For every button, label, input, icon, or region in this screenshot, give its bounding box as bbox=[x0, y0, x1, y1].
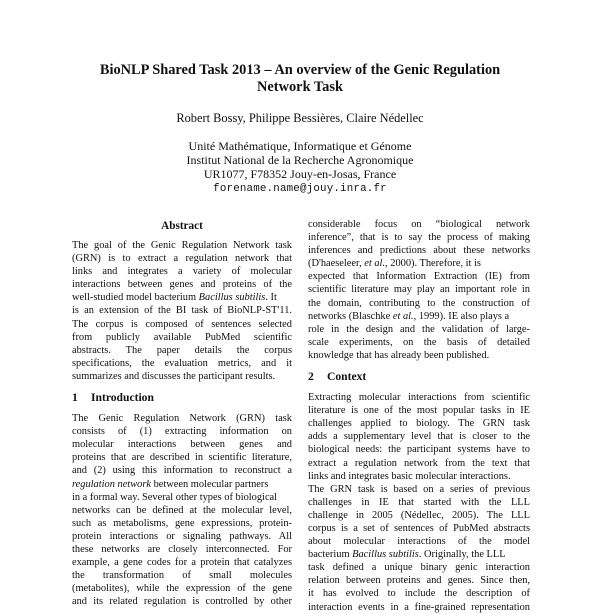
text-line: The Genic Regulation Network (GRN) task bbox=[72, 413, 292, 425]
text-line: challenges in IE that started with the LLL bbox=[308, 496, 530, 508]
text-line: literature is one of the most popular tasks in IE bbox=[308, 405, 530, 417]
text-line: it has evolved to include the description of bbox=[308, 588, 530, 600]
text-line: challenge in 2005 (Nédellec, 2005). The LLL bbox=[308, 509, 530, 521]
section-title: Introduction bbox=[91, 391, 154, 405]
text-line: these networks are closely interconnected. For bbox=[72, 543, 292, 555]
text-line: summarizes and discusses the participant results. bbox=[72, 370, 276, 382]
text-line bbox=[308, 548, 530, 561]
text-line bbox=[308, 310, 530, 323]
text-line: considerable focus on “biological network bbox=[308, 219, 530, 230]
text-line: links and integrates basic molecular interactions. bbox=[308, 470, 511, 482]
title-line: Network Task bbox=[257, 79, 343, 95]
citation-etal: et al. bbox=[364, 258, 386, 270]
text-line: proteins that are described in scientific literature, bbox=[72, 452, 292, 464]
affiliation-line: UR1077, F78352 Jouy-en-Josas, France bbox=[203, 167, 397, 182]
text-line: about molecular interactions of the model bbox=[308, 536, 530, 548]
section-number: 2 bbox=[308, 370, 314, 384]
text-line: The GRN task is based on a series of previous bbox=[308, 483, 530, 495]
citation-etal: et al. bbox=[392, 310, 414, 322]
author-list: Robert Bossy, Philippe Bessières, Claire Nédellec bbox=[176, 111, 424, 125]
paper-title bbox=[60, 62, 540, 96]
text-line: (metabolites), while the expression of the gene bbox=[72, 583, 292, 595]
text-line: interactions between genes and proteins of the bbox=[72, 279, 292, 291]
text-line: role in the design and the validation of large- bbox=[308, 323, 530, 335]
text-span: between molecular partners bbox=[150, 478, 269, 490]
text-line: molecular interactions between genes and bbox=[72, 439, 292, 451]
text-line: The goal of the Genic Regulation Network task bbox=[72, 240, 292, 251]
text-line: links and integrates a variety of molecular bbox=[72, 266, 292, 278]
text-line: consists of (1) extracting information on bbox=[72, 426, 292, 438]
text-span: (D'haeseleer, bbox=[308, 258, 365, 270]
text-line: and (2) using this information to reconstruct a bbox=[72, 465, 292, 477]
text-line: abstracts. The paper details the corpus bbox=[72, 344, 292, 356]
text-line: inferences and predictions about these networks bbox=[308, 245, 530, 257]
text-line: task defined a unique binary genic interaction bbox=[308, 562, 530, 574]
text-line: in a formal way. Several other types of biological bbox=[72, 491, 278, 503]
abstract-body bbox=[72, 239, 292, 383]
section-title: Context bbox=[327, 370, 367, 384]
text-line: specifications, the evaluation metrics, and it bbox=[72, 357, 292, 369]
text-line: expected that Information Extraction (IE) from bbox=[308, 271, 530, 283]
text-line: inference”, that is to say the process of making bbox=[308, 232, 530, 244]
introduction-continued bbox=[308, 218, 530, 362]
text-line: extract a regulation network from the text that bbox=[308, 457, 530, 469]
species-name: Bacillus subtilis bbox=[352, 549, 419, 561]
text-span: , 1999). IE also plays a bbox=[413, 310, 510, 322]
section-heading-context bbox=[308, 370, 530, 384]
text-line bbox=[308, 257, 530, 270]
text-line bbox=[72, 478, 292, 491]
text-line: example, a gene codes for a protein that catalyzes bbox=[72, 557, 292, 569]
text-line: relation between proteins and genes. Since then, bbox=[308, 575, 530, 587]
right-column bbox=[308, 218, 530, 614]
text-line: the domain, contributing to the construction of bbox=[308, 297, 530, 309]
text-line: The corpus is composed of sentences selected bbox=[72, 318, 292, 330]
text-line: scale experiments, on the basis of detailed bbox=[308, 336, 530, 348]
text-line: scientific literature may play an important role in bbox=[308, 284, 530, 296]
species-name: Bacillus subtilis bbox=[198, 292, 266, 304]
context-body bbox=[308, 391, 530, 614]
text-line: (GRN) is to extract a regulation network that bbox=[72, 253, 292, 265]
text-line: and its related regulation is controlled by other bbox=[72, 596, 292, 608]
text-line: such as metabolisms, gene expressions, protein- bbox=[72, 517, 292, 529]
section-number: 1 bbox=[72, 391, 78, 405]
text-span: . Originally, the LLL bbox=[418, 549, 506, 561]
text-line: protein interactions or signaling pathways. All bbox=[72, 530, 292, 542]
text-span: bacterium bbox=[308, 549, 353, 561]
text-line: knowledge that has already been published. bbox=[308, 349, 490, 361]
text-line: Extracting molecular interactions from scientific bbox=[308, 392, 530, 404]
text-line: from publicly available PubMed scientific bbox=[72, 331, 292, 343]
section-heading-introduction bbox=[72, 391, 292, 405]
affiliation-block bbox=[60, 139, 540, 196]
title-line: BioNLP Shared Task 2013 – An overview of the Genic Regulation bbox=[99, 62, 501, 78]
author-email: forename.name@jouy.inra.fr bbox=[213, 182, 387, 195]
text-line: networks can be defined at the molecular level, bbox=[72, 504, 292, 516]
affiliation-line: Unité Mathématique, Informatique et Génome bbox=[188, 139, 412, 153]
text-span: networks (Blaschke bbox=[308, 310, 393, 322]
text-line: the transformation of small molecules bbox=[72, 570, 292, 582]
text-line: challenges applied to biology. The GRN task bbox=[308, 418, 530, 430]
text-line: is an extension of the BI task of BioNLP-ST'11. bbox=[72, 305, 292, 317]
text-line bbox=[72, 291, 292, 304]
text-span: . It bbox=[265, 292, 277, 304]
text-span: well-studied model bacterium bbox=[72, 292, 199, 304]
text-line: corpus is a set of sentences of PubMed abstracts bbox=[308, 522, 530, 534]
text-span: , 2000). Therefore, it is bbox=[385, 258, 481, 270]
abstract-heading: Abstract bbox=[161, 220, 203, 232]
italic-phrase: regulation network bbox=[72, 478, 151, 490]
text-line: biological needs: the participant systems have to bbox=[308, 444, 530, 456]
text-line: adds a supplementary level that is closer to the bbox=[308, 431, 530, 443]
text-line: interaction events in a fine-grained representation bbox=[308, 601, 530, 613]
left-column bbox=[72, 218, 292, 608]
introduction-body bbox=[72, 412, 292, 608]
affiliation-line: Institut National de la Recherche Agronomique bbox=[186, 153, 414, 168]
